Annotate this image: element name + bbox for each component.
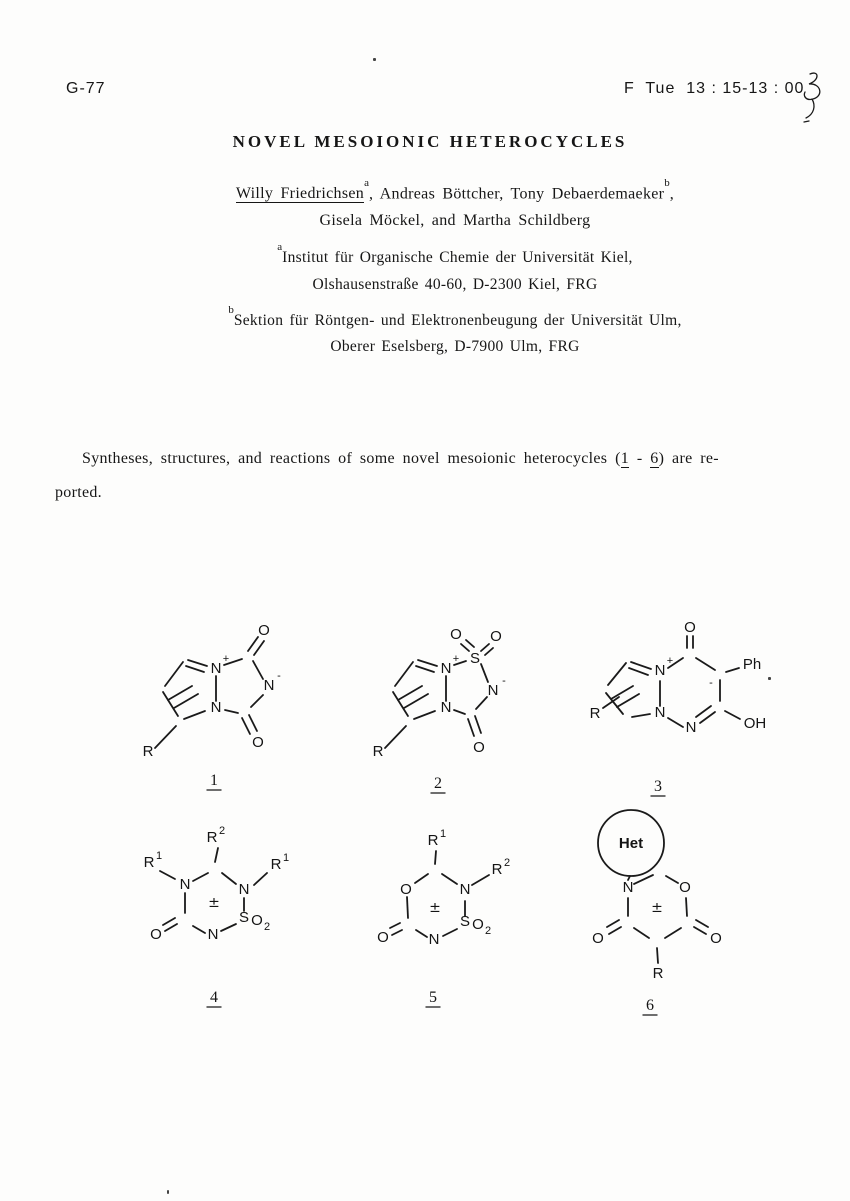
substituent-r2: R: [206, 829, 218, 846]
atom-o-top: O: [684, 619, 696, 636]
minus-charge: -: [709, 677, 713, 689]
figure-number-1: 1: [210, 772, 218, 789]
structure-4-figure: [118, 812, 348, 1022]
substituent-r1-left: R: [143, 854, 155, 871]
plus-charge: +: [452, 653, 460, 665]
atom-o-ring: O: [679, 879, 691, 896]
atom-o-of-so2: O: [472, 916, 484, 933]
atom-n-bridge: N: [210, 699, 222, 716]
atom-o-right: O: [490, 628, 502, 645]
substituent-r1: R: [427, 832, 439, 849]
authors-line-1: [30, 177, 850, 203]
substituent-r1-right-sup: 1: [282, 852, 290, 864]
substituent-r: R: [372, 743, 384, 760]
substituent-ph: Ph: [742, 656, 762, 673]
affiliation-b-text: Sektion für Röntgen- und Elektronenbeugung der Universität Ulm,: [233, 312, 682, 330]
plus-charge: +: [222, 653, 230, 665]
abstract-line-2: ported.: [55, 484, 102, 501]
paper-title: NOVEL MESOIONIC HETEROCYCLES: [232, 132, 628, 151]
so2-subscript: 2: [484, 925, 492, 937]
scan-speck: [167, 1190, 169, 1194]
authors-line-2: Gisela Möckel, and Martha Schildberg: [319, 212, 591, 229]
atom-n-bridge: N: [654, 704, 666, 721]
affiliation-marker-a: a: [364, 177, 369, 189]
figure-number-5: 5: [429, 989, 437, 1006]
affiliation-a-text: Institut für Organische Chemie der Universität Kiel,: [282, 249, 633, 267]
atom-s: S: [459, 913, 471, 930]
plus-charge: +: [666, 655, 674, 667]
atom-n-bottom: N: [207, 926, 219, 943]
atom-o-bottom: O: [473, 739, 485, 756]
figure-number-6: 6: [646, 997, 654, 1014]
atom-o-of-so2: O: [251, 912, 263, 929]
het-label: Het: [618, 835, 644, 852]
substituent-r2-sup: 2: [503, 857, 511, 869]
atom-o-ring: O: [400, 881, 412, 898]
substituent-oh: OH: [743, 715, 767, 732]
affiliation-a-sup: a: [277, 241, 283, 253]
abstract-sep: -: [629, 450, 651, 467]
figure-number-2: 2: [434, 775, 442, 792]
abstract-text-end: ) are re-: [658, 450, 719, 467]
atom-o-bottom: O: [252, 734, 264, 751]
abstract-line-1: [82, 450, 719, 468]
compound-ref-1: 1: [620, 450, 630, 467]
session-code: G-77: [66, 80, 106, 97]
atom-s: S: [469, 650, 481, 667]
author-name-friedrichsen: Willy Friedrichsen: [235, 185, 365, 203]
atom-n-minus: N: [263, 677, 275, 694]
atom-n-plus: N: [654, 662, 666, 679]
atom-o-keto: O: [150, 926, 162, 943]
affiliation-b-line-1: [30, 304, 850, 330]
substituent-r: R: [142, 743, 154, 760]
figure-number-4: 4: [210, 989, 218, 1006]
affiliation-b-sup: b: [228, 304, 234, 316]
structure-2-figure: [348, 600, 578, 800]
affiliation-marker-b: b: [664, 177, 670, 189]
atom-n-right: N: [459, 881, 471, 898]
atom-o-keto: O: [377, 929, 389, 946]
scan-speck: [373, 58, 376, 61]
minus-charge: -: [502, 675, 506, 687]
affiliation-b-line-2: Oberer Eselsberg, D-7900 Ulm, FRG: [330, 338, 580, 355]
atom-n-left: N: [179, 876, 191, 893]
substituent-r: R: [589, 705, 601, 722]
authors-tail: ,: [669, 185, 675, 203]
atom-n-bottom: N: [428, 931, 440, 948]
minus-charge: -: [277, 670, 281, 682]
atom-n-plus: N: [210, 660, 222, 677]
abstract-text: Syntheses, structures, and reactions of some novel mesoionic heterocycles (: [82, 450, 621, 467]
atom-n-minus: N: [487, 682, 499, 699]
atom-n-plus: N: [440, 660, 452, 677]
compound-ref-6: 6: [650, 450, 659, 467]
atom-o-right: O: [710, 930, 722, 947]
structure-5-figure: [358, 812, 578, 1022]
mesoionic-charge: ±: [429, 900, 441, 916]
affiliation-a-line-2: Olshausenstraße 40-60, D-2300 Kiel, FRG: [312, 276, 598, 293]
structure-1-figure: [118, 600, 348, 800]
structure-3-figure: [578, 598, 818, 808]
substituent-r1-right: R: [270, 856, 282, 873]
substituent-r1-left-sup: 1: [155, 850, 163, 862]
atom-n-bridge: N: [440, 699, 452, 716]
atom-n: N: [622, 879, 634, 896]
figure-number-3: 3: [654, 778, 662, 795]
atom-o-top: O: [258, 622, 270, 639]
so2-subscript: 2: [263, 921, 271, 933]
substituent-r: R: [652, 965, 664, 982]
substituent-r2: R: [491, 861, 503, 878]
atom-o-left: O: [592, 930, 604, 947]
atom-o-left: O: [450, 626, 462, 643]
structure-6-figure: [570, 800, 820, 1040]
handwritten-annotation: [796, 68, 836, 126]
atom-n-right: N: [238, 881, 250, 898]
session-time: F Tue 13 : 15-13 : 00: [624, 80, 805, 97]
atom-s: S: [238, 909, 250, 926]
substituent-r1-sup: 1: [439, 828, 447, 840]
mesoionic-charge: ±: [651, 900, 663, 916]
authors-middle: , Andreas Böttcher, Tony Debaerdemaeker: [368, 185, 665, 203]
substituent-r2-sup: 2: [218, 825, 226, 837]
atom-n-ring: N: [685, 719, 697, 736]
scan-speck: [768, 677, 771, 680]
mesoionic-charge: ±: [208, 895, 220, 911]
affiliation-a-line-1: [30, 241, 850, 267]
